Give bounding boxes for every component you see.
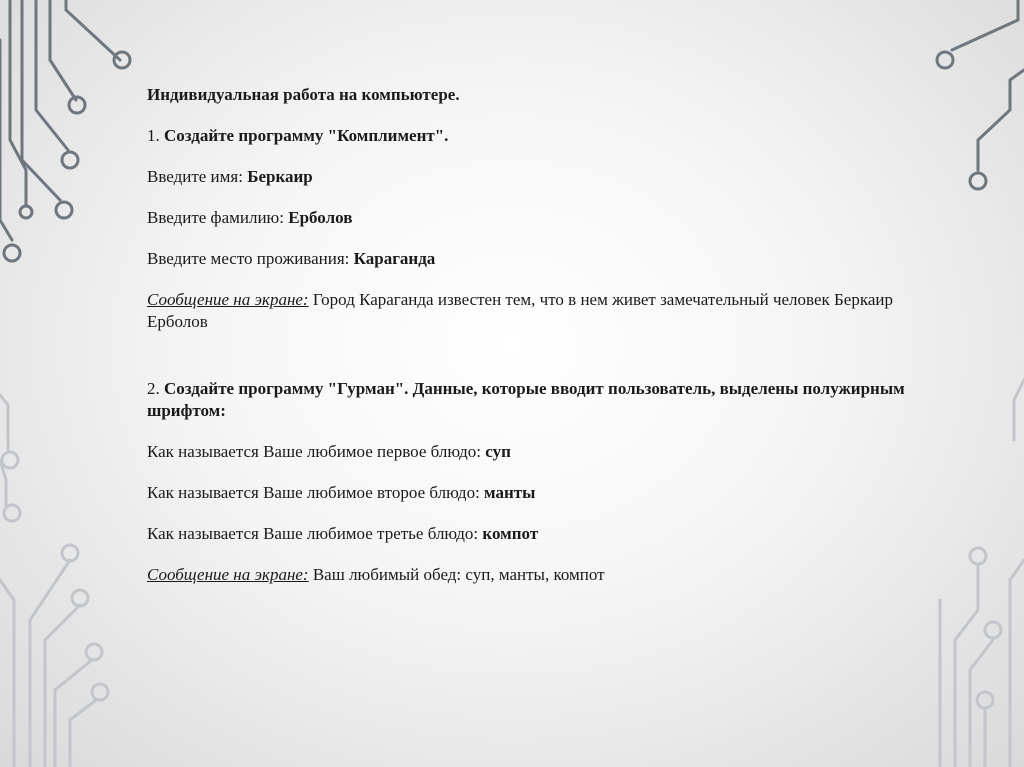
task-2-title: [147, 378, 907, 422]
page-title: Индивидуальная работа на компьютере.: [147, 85, 460, 104]
task-2-message-label: Сообщение на экране:: [147, 565, 309, 584]
task-1-title-text: Создайте программу "Комплимент".: [164, 126, 449, 145]
task-2-title-text: Создайте программу "Гурман". Данные, которые вводит пользователь, выделены полужирным шрифтом:: [147, 379, 905, 420]
spacer: [147, 352, 907, 378]
task-1-line-2: Введите фамилию: Ерболов: [147, 208, 353, 227]
task-2-number: 2.: [147, 379, 160, 398]
task-1-line-1: Введите имя: Беркаир: [147, 167, 313, 186]
task-1-number: 1.: [147, 126, 160, 145]
task-2-line-3: Как называется Ваше любимое третье блюдо: компот: [147, 524, 539, 543]
task-2-line-2: Как называется Ваше любимое второе блюдо: манты: [147, 483, 536, 502]
slide-content: [147, 84, 907, 605]
task-1-line-3: Введите место проживания: Караганда: [147, 249, 436, 268]
task-2-message-text: Ваш любимый обед: суп, манты, компот: [312, 565, 605, 584]
task-1-message-text: Город Караганда известен тем, что в нем живет замечательный человек Беркаир Ерболов: [147, 290, 893, 331]
task-1-title: [147, 125, 907, 147]
task-2-message: [147, 564, 907, 586]
task-2-line-1: Как называется Ваше любимое первое блюдо: суп: [147, 442, 511, 461]
task-1-message-label: Сообщение на экране:: [147, 290, 309, 309]
task-1-message: [147, 289, 907, 333]
